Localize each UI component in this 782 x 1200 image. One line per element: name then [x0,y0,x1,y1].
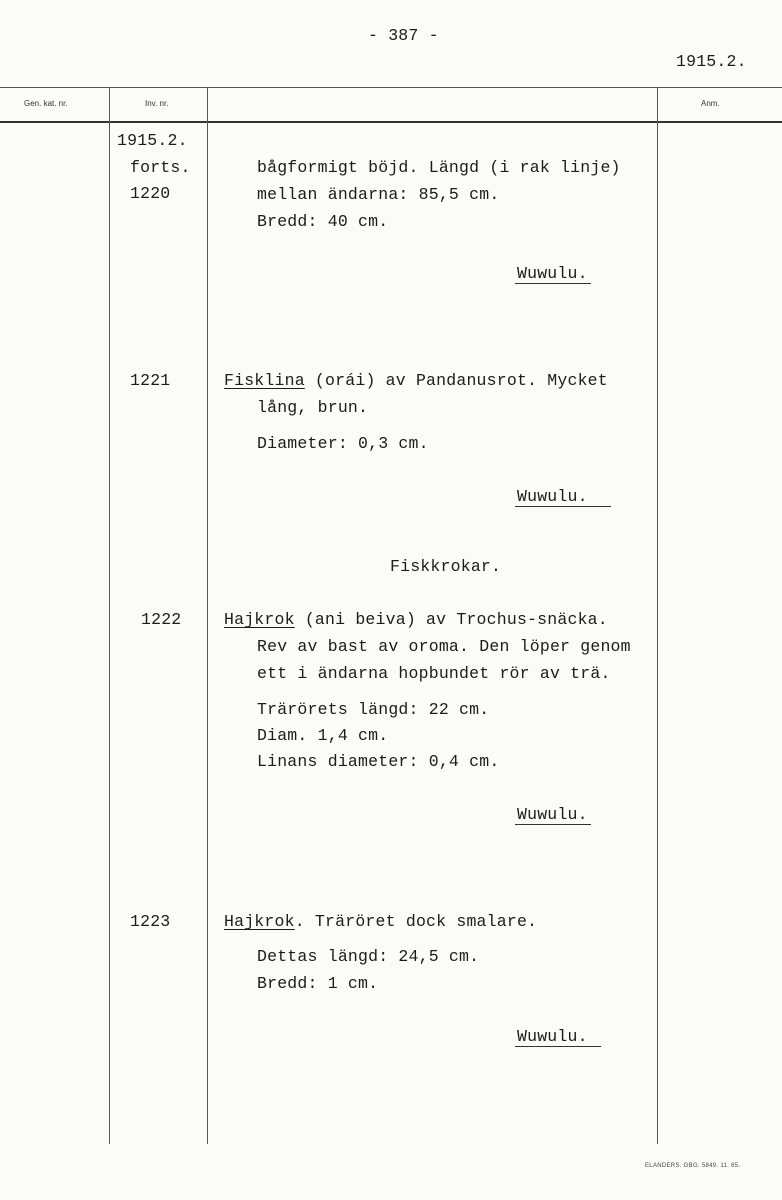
inv-number-line: forts. [130,158,191,177]
description-line: Linans diameter: 0,4 cm. [257,752,500,771]
column-divider-2 [207,88,208,1144]
year-reference: 1915.2. [676,52,747,71]
object-title: Hajkrok [224,610,295,629]
inv-number-line: 1915.2. [117,131,188,150]
object-title: Fisklina [224,371,305,390]
description-line: Bredd: 1 cm. [257,974,379,993]
description-line [224,912,537,931]
description-line [224,371,608,390]
locality-underline [515,506,611,507]
header-bottom-rule [0,121,782,123]
locality: Wuwulu. [517,805,588,824]
column-divider-1 [109,88,110,1144]
object-title-rest: (orái) av Pandanusrot. Mycket [304,371,608,390]
description-line: Rev av bast av oroma. Den löper genom [257,637,631,656]
description-line: Diameter: 0,3 cm. [257,434,429,453]
description-line: Bredd: 40 cm. [257,212,389,231]
column-header-anm: Anm. [701,99,720,108]
locality: Wuwulu. [517,264,588,283]
column-divider-3 [657,88,658,1144]
description-line: Trärörets längd: 22 cm. [257,700,490,719]
inv-number: 1221 [130,371,171,390]
inv-number: 1220 [130,184,171,203]
inv-number: 1223 [130,912,171,931]
section-heading: Fiskkrokar. [390,557,502,576]
description-line: mellan ändarna: 85,5 cm. [257,185,500,204]
inv-number: 1222 [141,610,182,629]
locality-underline [515,283,591,284]
description-line: Diam. 1,4 cm. [257,726,389,745]
description-line: bågformigt böjd. Längd (i rak linje) [257,158,621,177]
printer-imprint: ELANDERS. GBG. 5849. 11. 65. [645,1163,741,1169]
locality-underline [515,824,591,825]
object-title: Hajkrok [224,912,295,931]
object-title-rest: (ani beiva) av Trochus-snäcka. [294,610,608,629]
page-number: - 387 - [368,26,439,45]
column-header-gen-kat-nr: Gen. kat. nr. [24,99,68,108]
description-line: ett i ändarna hopbundet rör av trä. [257,664,611,683]
description-line: Dettas längd: 24,5 cm. [257,947,480,966]
locality: Wuwulu. [517,487,588,506]
description-line [224,610,608,629]
description-line: lång, brun. [257,398,369,417]
header-top-rule [0,87,782,88]
object-title-rest: . Träröret dock smalare. [294,912,538,931]
locality: Wuwulu. [517,1027,588,1046]
column-header-inv-nr: Inv. nr. [145,99,169,108]
locality-underline [515,1046,601,1047]
